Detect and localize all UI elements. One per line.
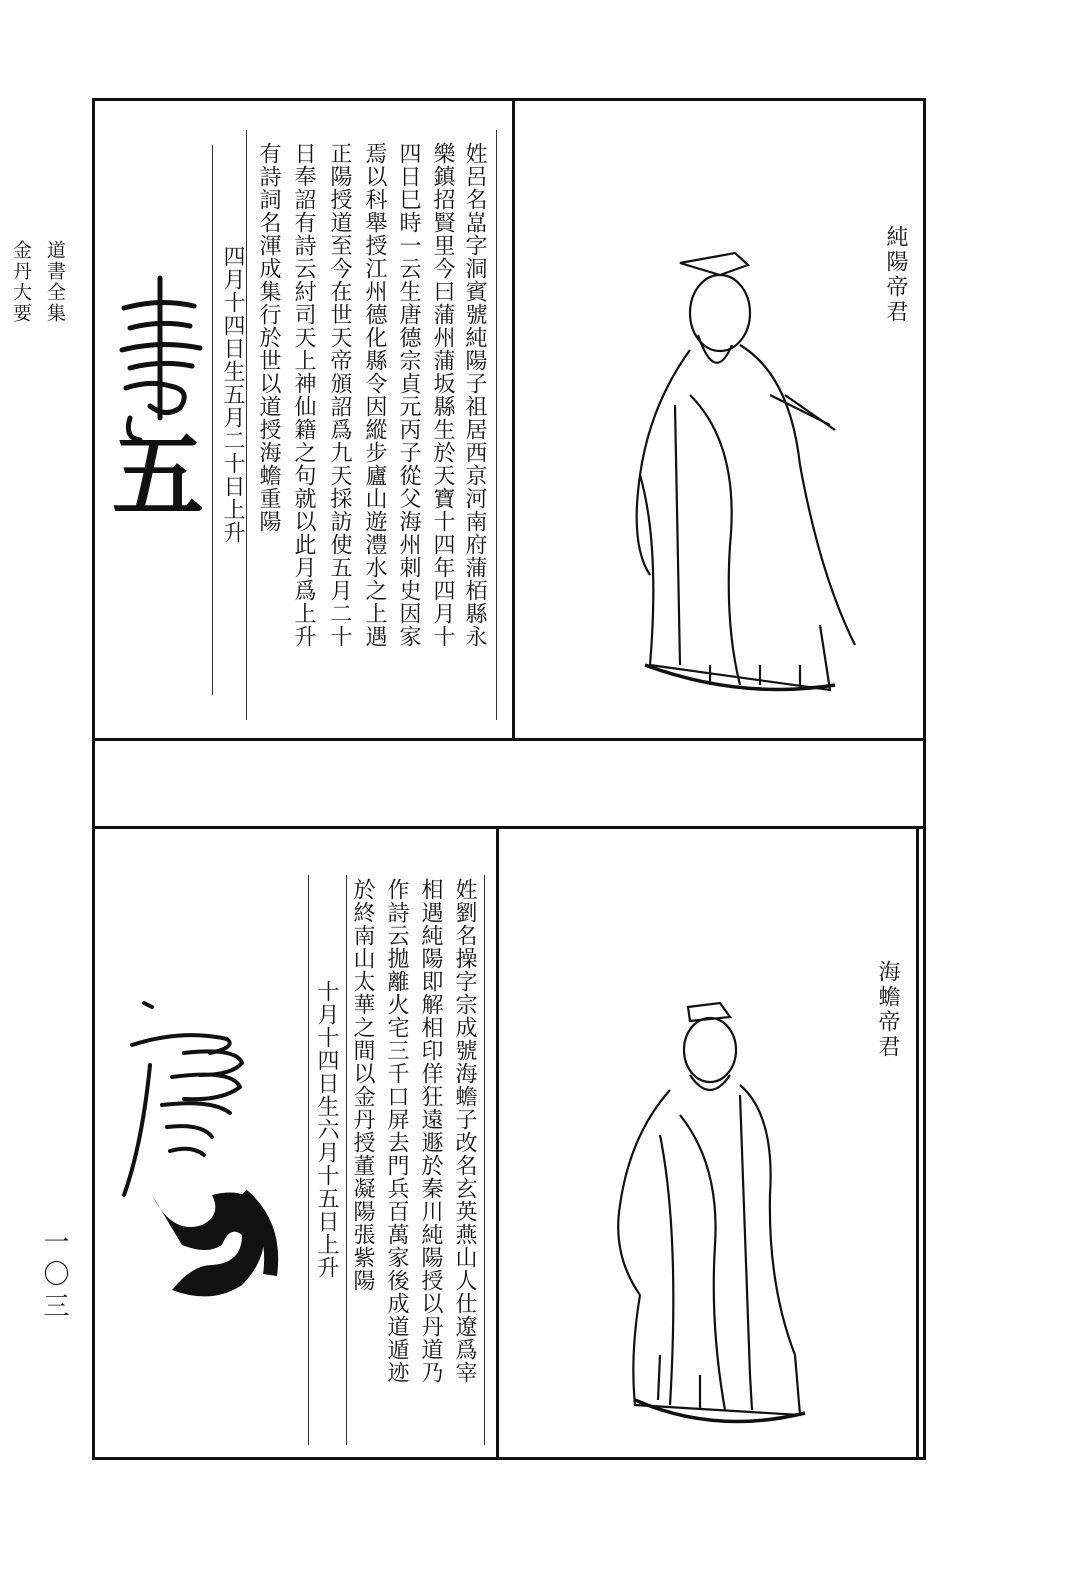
upper-bio-line-4: 焉以科舉授江州德化縣令因縱步廬山遊澧水之上遇 xyxy=(362,142,387,648)
upper-bio-line-2: 樂鎮招賢里今曰蒲州蒲坂縣生於天寶十四年四月十 xyxy=(430,142,455,648)
lower-right-rule xyxy=(916,826,919,1460)
series-title: 道書全集 xyxy=(44,240,66,324)
seal-calligraphy-lower xyxy=(112,995,282,1305)
volume-title: 金丹大要 xyxy=(10,240,32,324)
lower-caption: 海蟾帝君 xyxy=(875,960,900,1060)
upper-bio-line-7: 有詩詞名渾成集行於世以道授海蟾重陽 xyxy=(256,142,281,533)
lower-bio-line-3: 作詩云拋離火宅三千口屏去門兵百萬家後成道遁迹 xyxy=(384,878,409,1384)
lower-panel-top-rule xyxy=(92,826,926,829)
lower-bio-line-1: 姓劉名操字宗成號海蟾子改名玄英燕山人仕遼爲宰 xyxy=(452,878,477,1384)
column-rule xyxy=(308,875,309,1445)
upper-bio-line-5: 正陽授道至今在世天帝頒詔爲九天採訪使五月二十 xyxy=(327,142,352,648)
column-rule xyxy=(484,875,485,1445)
upper-dates: 四月十四日生五月二十日上升 xyxy=(220,245,245,544)
column-rule xyxy=(246,130,247,720)
figure-chunyang-dijun xyxy=(620,245,870,700)
upper-panel-bottom-rule xyxy=(92,738,926,741)
seal-char-upper: 五 xyxy=(112,422,205,518)
column-rule xyxy=(496,130,497,720)
column-rule xyxy=(346,875,347,1445)
upper-caption: 純陽帝君 xyxy=(883,225,908,325)
lower-dates: 十月十四日生六月十五日上升 xyxy=(314,980,339,1279)
upper-bio-line-3: 四日巳時一云生唐德宗貞元丙子從父海州刺史因家 xyxy=(396,142,421,648)
lower-divider xyxy=(496,826,499,1460)
lower-bio-line-4: 於終南山太華之間以金丹授董凝陽張紫陽 xyxy=(350,878,375,1292)
figure-haichan-dijun xyxy=(600,995,830,1435)
seal-calligraphy-upper xyxy=(110,268,216,518)
book-title xyxy=(10,240,72,560)
upper-bio-line-1: 姓呂名嵓字洞賓號純陽子祖居西京河南府蒲栢縣永 xyxy=(462,142,487,648)
page-number: 一〇三 xyxy=(39,1228,69,1324)
upper-bio-line-6: 日奉詔有詩云紂司天上神仙籍之句就以此月爲上升 xyxy=(291,142,316,648)
lower-bio-line-2: 相遇純陽即解相印佯狂遠遯於秦川純陽授以丹道乃 xyxy=(418,878,443,1384)
upper-divider xyxy=(512,98,515,740)
